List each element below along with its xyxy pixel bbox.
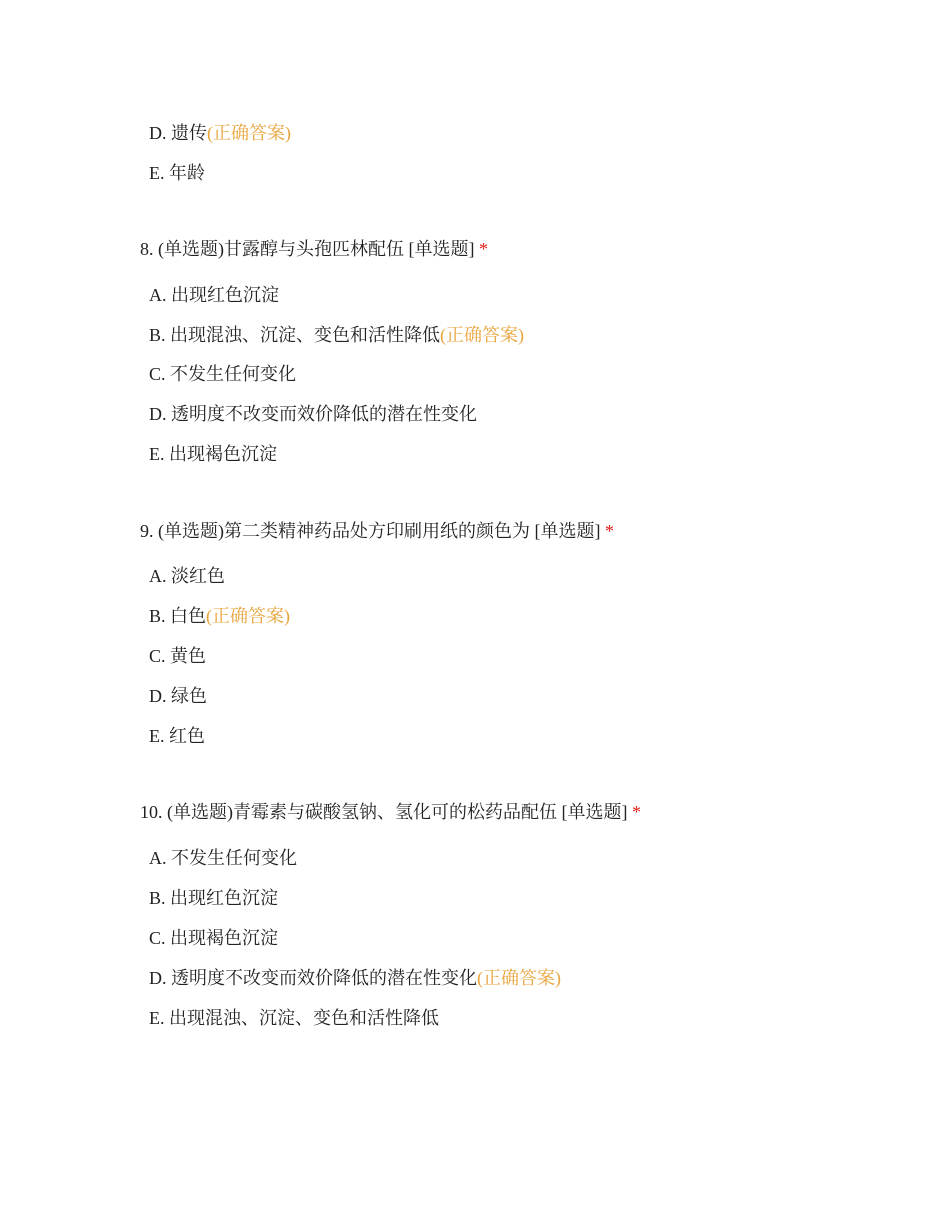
required-marker: * bbox=[631, 802, 641, 822]
question-title: 9. (单选题)第二类精神药品处方印刷用纸的颜色为 [单选题] bbox=[140, 521, 601, 541]
option-label: E. 出现混浊、沉淀、变色和活性降低 bbox=[149, 1008, 439, 1028]
prev-question-option-d bbox=[149, 121, 291, 145]
question-title: 8. (单选题)甘露醇与头孢匹林配伍 [单选题] bbox=[140, 239, 475, 259]
question-10-option-b bbox=[149, 886, 278, 910]
option-label: C. 不发生任何变化 bbox=[149, 364, 297, 384]
question-10-title bbox=[140, 800, 641, 824]
question-8-option-d bbox=[149, 402, 477, 426]
question-title: 10. (单选题)青霉素与碳酸氢钠、氢化可的松药品配伍 [单选题] bbox=[140, 802, 628, 822]
option-label: E. 红色 bbox=[149, 726, 205, 746]
required-marker: * bbox=[478, 239, 488, 259]
option-label: D. 透明度不改变而效价降低的潜在性变化 bbox=[149, 968, 477, 988]
question-9-option-a bbox=[149, 564, 225, 588]
option-label: D. 遗传 bbox=[149, 123, 207, 143]
option-label: D. 透明度不改变而效价降低的潜在性变化 bbox=[149, 404, 477, 424]
option-label: D. 绿色 bbox=[149, 686, 207, 706]
question-10-option-d bbox=[149, 966, 561, 990]
question-10-option-a bbox=[149, 846, 297, 870]
question-9-title bbox=[140, 519, 614, 543]
question-9-option-b bbox=[149, 604, 290, 628]
question-9-option-e bbox=[149, 724, 205, 748]
option-label: A. 出现红色沉淀 bbox=[149, 285, 279, 305]
option-label: B. 出现混浊、沉淀、变色和活性降低 bbox=[149, 325, 441, 345]
option-label: A. 不发生任何变化 bbox=[149, 848, 297, 868]
question-8-title bbox=[140, 237, 488, 261]
required-marker: * bbox=[604, 521, 614, 541]
correct-answer-marker: (正确答案) bbox=[207, 123, 291, 143]
question-9-option-d bbox=[149, 684, 207, 708]
option-label: A. 淡红色 bbox=[149, 566, 225, 586]
question-8-option-a bbox=[149, 283, 279, 307]
question-8-option-e bbox=[149, 442, 277, 466]
question-9-option-c bbox=[149, 644, 206, 668]
option-label: C. 黄色 bbox=[149, 646, 207, 666]
question-8-option-b bbox=[149, 323, 524, 347]
prev-question-option-e bbox=[149, 161, 205, 185]
correct-answer-marker: (正确答案) bbox=[206, 606, 291, 626]
option-label: B. 出现红色沉淀 bbox=[149, 888, 279, 908]
correct-answer-marker: (正确答案) bbox=[477, 968, 561, 988]
question-10-option-c bbox=[149, 926, 278, 950]
correct-answer-marker: (正确答案) bbox=[440, 325, 525, 345]
option-label: B. 白色 bbox=[149, 606, 207, 626]
question-10-option-e bbox=[149, 1006, 439, 1030]
question-8-option-c bbox=[149, 362, 296, 386]
option-label: E. 出现褐色沉淀 bbox=[149, 444, 277, 464]
option-label: E. 年龄 bbox=[149, 163, 205, 183]
option-label: C. 出现褐色沉淀 bbox=[149, 928, 279, 948]
